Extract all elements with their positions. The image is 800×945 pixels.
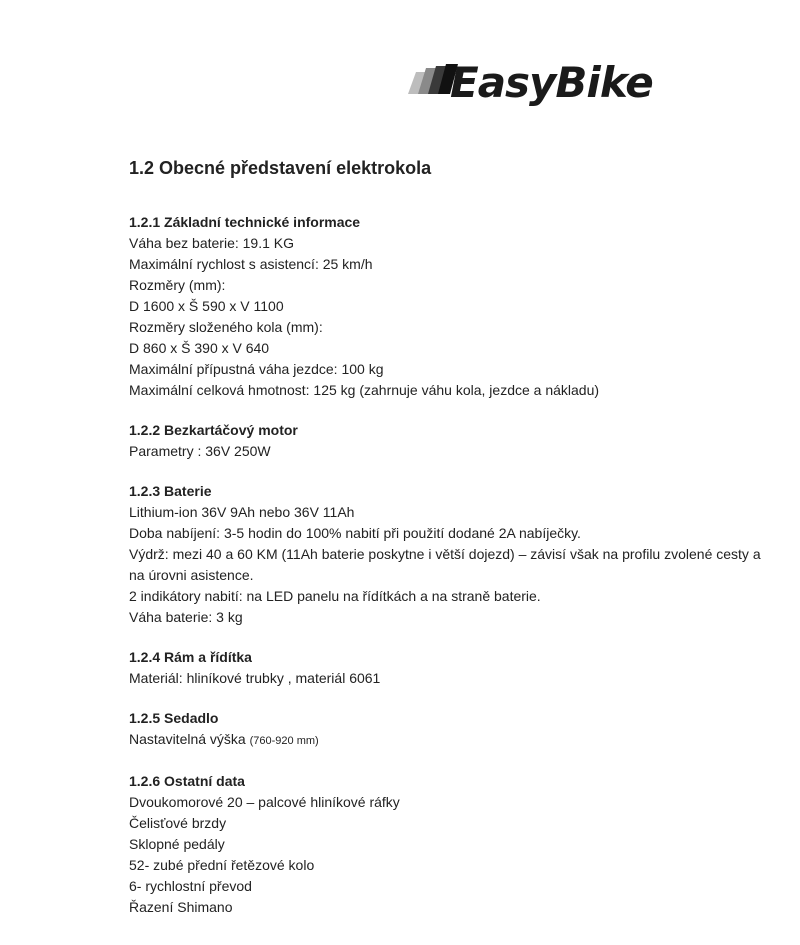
document-content [129,212,769,937]
text-line: 52- zubé přední řetězové kolo [129,857,315,873]
text-line: 2 indikátory nabití: na LED panelu na řídítkách a na straně baterie. [129,588,541,604]
subsection-seat [129,708,769,752]
text-line: Rozměry (mm): [129,277,226,293]
subsection-frame [129,647,769,689]
text-line: Rozměry složeného kola (mm): [129,319,323,335]
subsection-title: 1.2.2 Bezkartáčový motor [129,422,298,438]
text-line: Výdrž: mezi 40 a 60 KM (11Ah baterie poskytne i větší dojezd) – závisí však na profilu zvolené cesty a na úrovni asistence. [129,546,761,583]
subsection-technical-info [129,212,769,401]
text-line: Váha bez baterie: 19.1 KG [129,235,294,251]
text-line [129,729,769,752]
text-line: Materiál: hliníkové trubky , materiál 6061 [129,670,381,686]
subsection-title: 1.2.6 Ostatní data [129,773,245,789]
text-line: Parametry : 36V 250W [129,443,271,459]
subsection-title: 1.2.4 Rám a řídítka [129,649,252,665]
subsection-battery [129,481,769,628]
logo-text: EasyBike [450,58,653,107]
seat-height-label: Nastavitelná výška [129,731,246,747]
text-line: Čelisťové brzdy [129,815,227,831]
section-title: 1.2 Obecné představení elektrokola [129,158,432,178]
text-line: Sklopné pedály [129,836,225,852]
text-line: Dvoukomorové 20 – palcové hliníkové ráfky [129,794,400,810]
subsection-title: 1.2.5 Sedadlo [129,710,219,726]
subsection-title: 1.2.3 Baterie [129,483,212,499]
text-line: 6- rychlostní převod [129,878,252,894]
text-line: Maximální celková hmotnost: 125 kg (zahrnuje váhu kola, jezdce a nákladu) [129,382,600,398]
text-line: Váha baterie: 3 kg [129,609,243,625]
text-line: Doba nabíjení: 3-5 hodin do 100% nabití při použití dodané 2A nabíječky. [129,525,581,541]
text-line: Lithium-ion 36V 9Ah nebo 36V 11Ah [129,504,355,520]
text-line: Maximální přípustná váha jezdce: 100 kg [129,361,384,377]
text-line: Řazení Shimano [129,899,233,915]
text-line: Maximální rychlost s asistencí: 25 km/h [129,256,373,272]
subsection-motor [129,420,769,462]
seat-height-range: (760-920 mm) [249,735,319,747]
text-line: D 1600 x Š 590 x V 1100 [129,298,284,314]
text-line: D 860 x Š 390 x V 640 [129,340,270,356]
logo-stripes-icon [398,64,458,100]
subsection-title: 1.2.1 Základní technické informace [129,214,361,230]
easybike-logo [398,58,688,108]
subsection-other-data [129,771,769,918]
